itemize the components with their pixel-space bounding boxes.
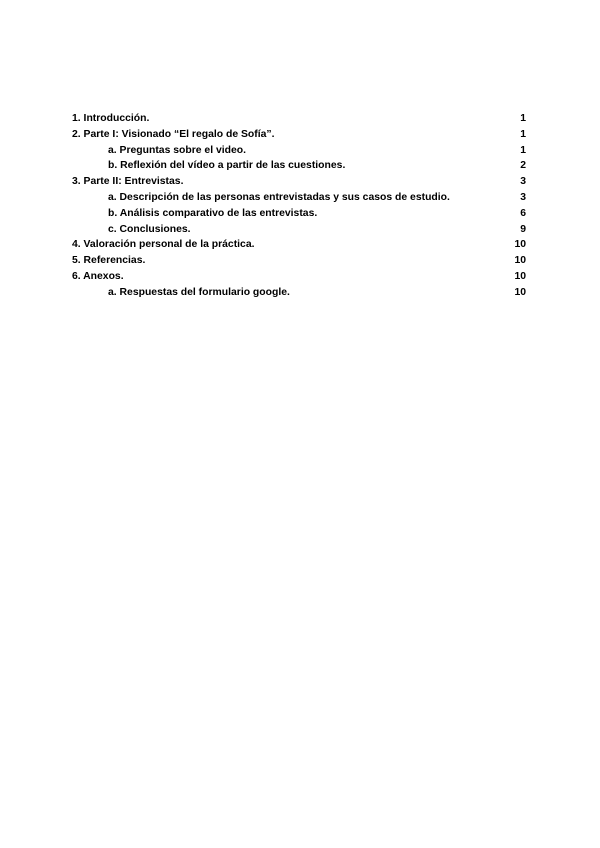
toc-entry-descripcion-entrevistados[interactable] bbox=[72, 192, 528, 208]
toc-entry-analisis-comparativo[interactable] bbox=[72, 208, 528, 224]
toc-entry-anexos[interactable] bbox=[72, 271, 528, 287]
toc-entry-label: c. Conclusiones. bbox=[108, 223, 191, 235]
toc-entry-page: 10 bbox=[514, 270, 526, 282]
toc-entry-page: 10 bbox=[514, 286, 526, 298]
toc-entry-label: a. Preguntas sobre el video. bbox=[108, 144, 247, 156]
toc-entry-label: 6. Anexos. bbox=[72, 270, 124, 282]
toc-entry-label: 1. Introducción. bbox=[72, 113, 150, 124]
toc-entry-page: 1 bbox=[520, 128, 526, 140]
toc-entry-respuestas-formulario[interactable] bbox=[72, 287, 528, 303]
toc-entry-referencias[interactable] bbox=[72, 255, 528, 271]
toc-entry-page: 1 bbox=[520, 144, 526, 156]
toc-entry-page: 3 bbox=[520, 191, 526, 203]
toc-entry-page: 10 bbox=[514, 255, 526, 267]
toc-entry-valoracion-personal[interactable] bbox=[72, 239, 528, 255]
toc-entry-label: 3. Parte II: Entrevistas. bbox=[72, 176, 184, 188]
toc-entry-page: 6 bbox=[520, 207, 526, 219]
toc-entry-conclusiones[interactable] bbox=[72, 224, 528, 240]
toc-entry-page: 2 bbox=[520, 160, 526, 172]
toc-entry-parte-ii[interactable] bbox=[72, 176, 528, 192]
toc-entry-page: 1 bbox=[520, 113, 526, 124]
toc-entry-parte-i[interactable] bbox=[72, 129, 528, 145]
toc-entry-label: b. Reflexión del vídeo a partir de las cuestiones. bbox=[108, 160, 346, 172]
toc-entry-label: b. Análisis comparativo de las entrevistas. bbox=[108, 207, 318, 219]
toc-entry-introduccion[interactable] bbox=[72, 113, 528, 129]
toc-entry-label: 2. Parte I: Visionado “El regalo de Sofía”. bbox=[72, 128, 275, 140]
toc-entry-page: 10 bbox=[514, 239, 526, 251]
toc-entry-preguntas-video[interactable] bbox=[72, 145, 528, 161]
toc-entry-label: a. Respuestas del formulario google. bbox=[108, 286, 290, 298]
table-of-contents bbox=[72, 113, 528, 303]
toc-entry-label: a. Descripción de las personas entrevistadas y sus casos de estudio. bbox=[108, 191, 450, 203]
toc-entry-page: 3 bbox=[520, 176, 526, 188]
toc-entry-reflexion-video[interactable] bbox=[72, 160, 528, 176]
toc-entry-page: 9 bbox=[520, 223, 526, 235]
toc-entry-label: 4. Valoración personal de la práctica. bbox=[72, 239, 255, 251]
toc-entry-label: 5. Referencias. bbox=[72, 255, 146, 267]
